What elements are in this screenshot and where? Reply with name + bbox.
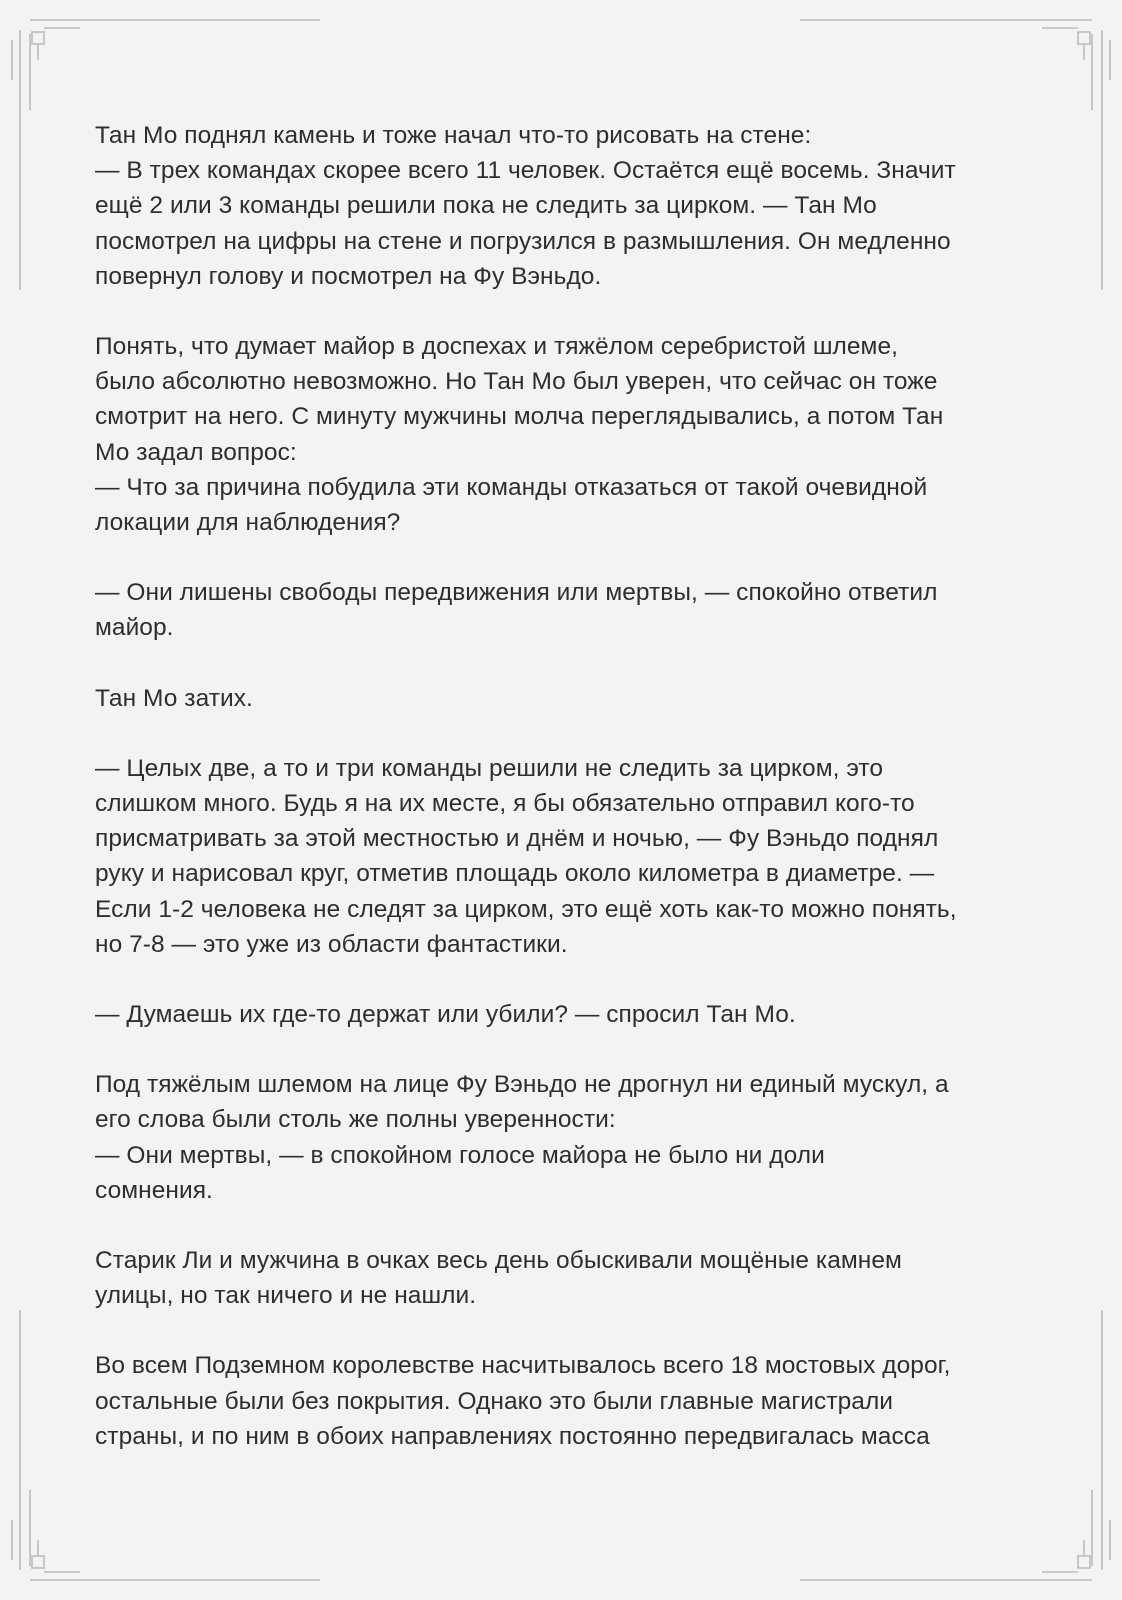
text-line: — В трех командах скорее всего 11 человек. Остаётся ещё восемь. Значит [95,157,956,185]
text-line: локации для наблюдения? [95,509,401,537]
paragraph [95,681,1035,716]
text-line: Тан Мо затих. [95,684,253,712]
paragraph [95,997,1035,1032]
text-line: Тан Мо поднял камень и тоже начал что-то рисовать на стене: [95,122,812,149]
text-line: Старик Ли и мужчина в очках весь день обыскивали мощёные камнем [95,1247,902,1275]
document-body [95,118,1035,1489]
text-line: Мо задал вопрос: [95,438,297,466]
text-line: — Целых две, а то и три команды решили не следить за цирком, это [95,754,884,782]
text-line: страны, и по ним в обоих направлениях постоянно передвигалась масса [95,1422,930,1450]
text-line: улицы, но так ничего и не нашли. [95,1282,477,1310]
text-line: слишком много. Будь я на их месте, я бы обязательно отправил кого-то [95,790,915,818]
text-line: смотрит на него. С минуту мужчины молча переглядывались, а потом Тан [95,403,944,431]
text-line: — Они лишены свободы передвижения или мертвы, — спокойно ответил [95,579,938,607]
text-line: его слова были столь же полны уверенности: [95,1106,616,1134]
text-line: — Думаешь их где-то держат или убили? — спросил Тан Мо. [95,1001,796,1029]
text-line: присматривать за этой местностью и днём и ночью, — Фу Вэньдо поднял [95,825,939,853]
paragraph [95,329,1035,540]
paragraph [95,751,1035,962]
text-line: майор. [95,614,174,642]
text-line: — Они мертвы, — в спокойном голосе майора не было ни доли [95,1141,825,1169]
paragraph [95,118,1035,294]
text-line: остальные были без покрытия. Однако это были главные магистрали [95,1387,894,1415]
text-line: Если 1-2 человека не следят за цирком, это ещё хоть как-то можно понять, [95,895,957,923]
text-line: но 7-8 — это уже из области фантастики. [95,930,568,958]
text-line: сомнения. [95,1176,213,1204]
text-line: руку и нарисовал круг, отметив площадь около километра в диаметре. — [95,860,935,888]
text-line: было абсолютно невозможно. Но Тан Мо был уверен, что сейчас он тоже [95,368,938,396]
paragraph [95,1067,1035,1208]
text-line: — Что за причина побудила эти команды отказаться от такой очевидной [95,473,928,501]
paragraph [95,1348,1035,1454]
paragraph [95,1243,1035,1313]
text-line: ещё 2 или 3 команды решили пока не следить за цирком. — Тан Мо [95,192,877,220]
paragraph [95,575,1035,645]
text-line: Понять, что думает майор в доспехах и тяжёлом серебристой шлеме, [95,333,898,361]
text-line: посмотрел на цифры на стене и погрузился в размышления. Он медленно [95,227,951,255]
text-line: Под тяжёлым шлемом на лице Фу Вэньдо не дрогнул ни единый мускул, а [95,1071,949,1099]
text-line: повернул голову и посмотрел на Фу Вэньдо. [95,262,602,290]
text-line: Во всем Подземном королевстве насчитывалось всего 18 мостовых дорог, [95,1352,951,1380]
